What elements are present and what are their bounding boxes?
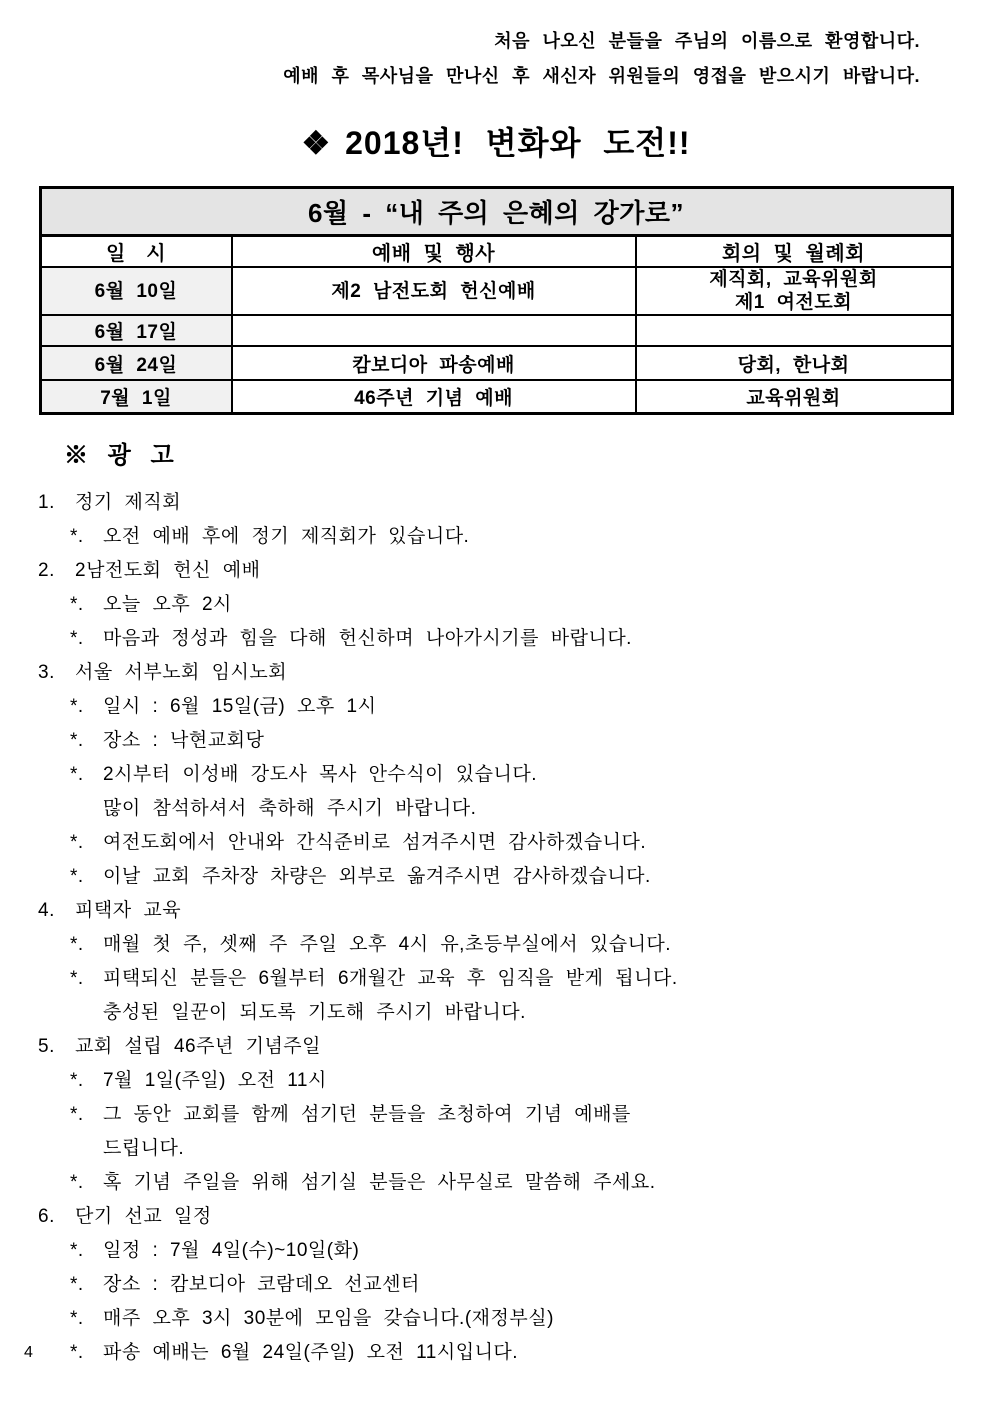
line-text: 7월 1일(주일) 오전 11시 xyxy=(103,1069,327,1091)
line-text: 오전 예배 후에 정기 제직회가 있습니다. xyxy=(103,525,470,547)
announcement-line xyxy=(38,1234,992,1268)
bullet-marker: *. xyxy=(70,1341,84,1363)
line-text: 장소 : 낙현교회당 xyxy=(103,729,265,751)
announcement-line xyxy=(38,860,992,894)
bullet-marker: *. xyxy=(70,729,84,751)
announcement-title xyxy=(38,1030,992,1064)
cell-event: 46주년 기념 예배 xyxy=(232,380,636,413)
diamond-icon: ❖ xyxy=(301,125,332,161)
announcement-line xyxy=(38,1268,992,1302)
announcement-line xyxy=(38,1166,992,1200)
announcement-line xyxy=(38,588,992,622)
item-title-text: 교회 설립 46주년 기념주일 xyxy=(75,1035,322,1057)
schedule-table xyxy=(39,186,954,415)
bullet-marker: *. xyxy=(70,1273,84,1295)
line-text: 일시 : 6월 15일(금) 오후 1시 xyxy=(103,695,377,717)
line-text: 여전도회에서 안내와 간식준비로 섬겨주시면 감사하겠습니다. xyxy=(103,831,647,853)
bullet-marker: *. xyxy=(70,763,84,785)
cell-meeting: 당회, 한나회 xyxy=(636,346,952,380)
announcement-title xyxy=(38,486,992,520)
welcome-header xyxy=(0,0,992,94)
line-text: 많이 참석하셔서 축하해 주시기 바랍니다. xyxy=(103,797,477,819)
announcements-heading: ※ 광 고 xyxy=(64,441,176,469)
announcement-line xyxy=(38,758,992,792)
item-title-text: 단기 선교 일정 xyxy=(75,1205,212,1227)
item-number: 6. xyxy=(38,1205,55,1227)
meeting-line: 제1 여전도회 xyxy=(734,292,853,313)
bullet-marker: *. xyxy=(70,1239,84,1261)
announcement-line xyxy=(38,962,992,996)
announcement-line xyxy=(38,1098,992,1132)
announcement-item xyxy=(38,554,992,656)
announcement-line xyxy=(38,724,992,758)
page-number: 4 xyxy=(24,1344,33,1361)
bullet-marker: *. xyxy=(70,1171,84,1193)
announcement-line xyxy=(38,1132,992,1166)
announcement-item xyxy=(38,486,992,554)
cell-meeting: 교육위원회 xyxy=(636,380,952,413)
bullet-marker: *. xyxy=(70,627,84,649)
table-row xyxy=(40,346,952,380)
bullet-marker: *. xyxy=(70,1103,84,1125)
announcement-item xyxy=(38,894,992,1030)
item-number: 2. xyxy=(38,559,55,581)
announcement-line xyxy=(38,690,992,724)
announcements-list xyxy=(38,486,992,1370)
line-text: 일정 : 7월 4일(수)~10일(화) xyxy=(103,1239,360,1261)
item-number: 3. xyxy=(38,661,55,683)
table-row xyxy=(40,315,952,346)
bullet-marker: *. xyxy=(70,593,84,615)
line-text: 충성된 일꾼이 되도록 기도해 주시기 바랍니다. xyxy=(103,1001,526,1023)
welcome-line-2: 예배 후 목사님을 만나신 후 새신자 위원들의 영접을 받으시기 바랍니다. xyxy=(283,66,920,86)
page-title xyxy=(0,118,992,164)
announcement-line xyxy=(38,1302,992,1336)
bullet-marker: *. xyxy=(70,865,84,887)
column-header-meeting: 회의 및 월례회 xyxy=(636,236,952,268)
announcement-item xyxy=(38,1030,992,1200)
cell-date: 6월 10일 xyxy=(40,267,232,315)
announcement-title xyxy=(38,1200,992,1234)
line-text: 장소 : 캄보디아 코람데오 선교센터 xyxy=(103,1273,420,1295)
cell-meeting xyxy=(636,267,952,315)
bullet-marker: *. xyxy=(70,695,84,717)
announcement-line xyxy=(38,792,992,826)
line-text: 마음과 정성과 힘을 다해 헌신하며 나아가시기를 바랍니다. xyxy=(103,627,632,649)
announcement-title xyxy=(38,554,992,588)
line-text: 파송 예배는 6월 24일(주일) 오전 11시입니다. xyxy=(103,1341,519,1363)
line-text: 2시부터 이성배 강도사 목사 안수식이 있습니다. xyxy=(103,763,537,785)
announcement-line xyxy=(38,622,992,656)
cell-event xyxy=(232,315,636,346)
line-text: 그 동안 교회를 함께 섬기던 분들을 초청하여 기념 예배를 xyxy=(103,1103,631,1125)
cell-event: 캄보디아 파송예배 xyxy=(232,346,636,380)
line-text: 이날 교회 주차장 차량은 외부로 옮겨주시면 감사하겠습니다. xyxy=(103,865,651,887)
line-text: 피택되신 분들은 6월부터 6개월간 교육 후 임직을 받게 됩니다. xyxy=(103,967,678,989)
bullet-marker: *. xyxy=(70,525,84,547)
line-text: 매주 오후 3시 30분에 모임을 갖습니다.(재정부실) xyxy=(103,1307,554,1329)
announcement-item xyxy=(38,1200,992,1370)
item-title-text: 2남전도회 헌신 예배 xyxy=(75,559,261,581)
item-number: 1. xyxy=(38,491,55,513)
cell-date: 6월 24일 xyxy=(40,346,232,380)
announcement-line xyxy=(38,928,992,962)
item-title-text: 서울 서부노회 임시노회 xyxy=(75,661,288,683)
announcement-line xyxy=(38,1064,992,1098)
item-title-text: 피택자 교육 xyxy=(75,899,182,921)
cell-meeting xyxy=(636,315,952,346)
announcement-line xyxy=(38,996,992,1030)
announcement-item xyxy=(38,656,992,894)
table-row xyxy=(40,267,952,315)
line-text: 매월 첫 주, 셋째 주 주일 오후 4시 유,초등부실에서 있습니다. xyxy=(103,933,672,955)
cell-date: 6월 17일 xyxy=(40,315,232,346)
item-number: 5. xyxy=(38,1035,55,1057)
announcement-title xyxy=(38,656,992,690)
bullet-marker: *. xyxy=(70,1069,84,1091)
announcement-line xyxy=(38,1336,992,1370)
table-title: 6월 - “내 주의 은혜의 강가로” xyxy=(40,188,952,236)
line-text: 혹 기념 주일을 위해 섬기실 분들은 사무실로 말씀해 주세요. xyxy=(103,1171,656,1193)
column-header-date: 일 시 xyxy=(40,236,232,268)
welcome-line-1: 처음 나오신 분들을 주님의 이름으로 환영합니다. xyxy=(494,31,920,51)
meeting-line: 제직회, 교육위원회 xyxy=(709,269,878,290)
item-title-text: 정기 제직회 xyxy=(75,491,182,513)
page-title-text: 2018년! 변화와 도전!! xyxy=(345,125,691,161)
column-header-event: 예배 및 행사 xyxy=(232,236,636,268)
line-text: 드립니다. xyxy=(103,1137,185,1159)
table-header-row xyxy=(40,236,952,268)
cell-event: 제2 남전도회 헌신예배 xyxy=(232,267,636,315)
bullet-marker: *. xyxy=(70,831,84,853)
bullet-marker: *. xyxy=(70,967,84,989)
bullet-marker: *. xyxy=(70,1307,84,1329)
announcement-title xyxy=(38,894,992,928)
announcement-line xyxy=(38,520,992,554)
table-title-row xyxy=(40,188,952,236)
item-number: 4. xyxy=(38,899,55,921)
cell-date: 7월 1일 xyxy=(40,380,232,413)
line-text: 오늘 오후 2시 xyxy=(103,593,232,615)
table-row xyxy=(40,380,952,413)
bullet-marker: *. xyxy=(70,933,84,955)
announcement-line xyxy=(38,826,992,860)
